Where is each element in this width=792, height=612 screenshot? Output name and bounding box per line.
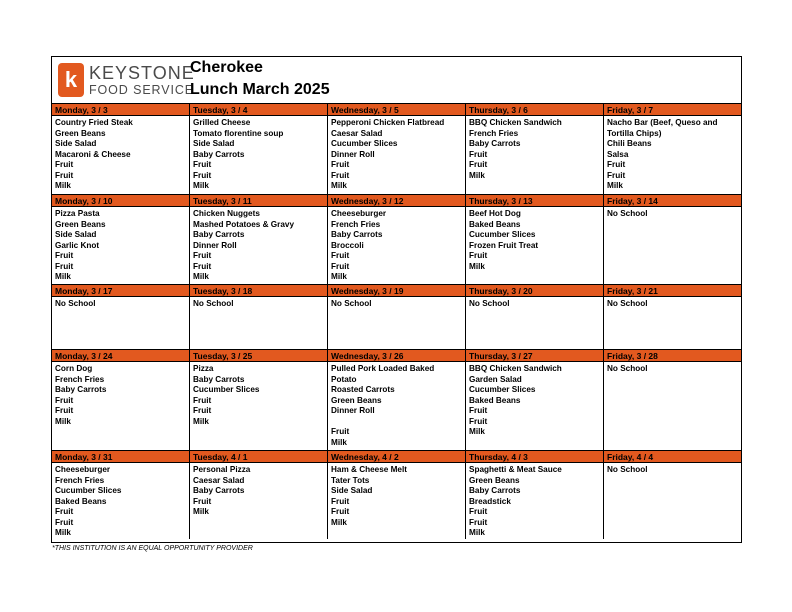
menu-item: No School (331, 299, 372, 308)
day-menu-cell (327, 362, 465, 450)
menu-item: Garden Salad (469, 374, 522, 384)
menu-item: Milk (193, 507, 209, 516)
keystone-k-icon: k (58, 63, 84, 97)
day-menu-cell (52, 207, 189, 284)
menu-item: Chili Beans (607, 139, 652, 148)
menu-item: Fruit (469, 507, 488, 516)
equal-opportunity-footnote: *THIS INSTITUTION IS AN EQUAL OPPORTUNITY PROVIDER (52, 545, 253, 552)
menu-item: Fruit (331, 507, 350, 516)
menu-item: Fruit (331, 251, 350, 260)
day-menu-cell (327, 207, 465, 284)
menu-item: No School (607, 465, 648, 474)
day-header: Friday, 3 / 21 (603, 285, 741, 297)
day-header: Tuesday, 3 / 18 (189, 285, 327, 297)
day-menu-cell (327, 463, 465, 539)
menu-item: Caesar Salad (331, 128, 383, 138)
day-header: Thursday, 3 / 6 (465, 104, 603, 116)
menu-item: Fruit (469, 149, 488, 159)
menu-item: Milk (331, 272, 347, 281)
day-header: Wednesday, 4 / 2 (327, 451, 465, 463)
week-row (52, 349, 741, 450)
menu-item: Milk (469, 261, 485, 271)
menu-item: Fruit (331, 160, 350, 169)
menu-item: Milk (331, 437, 347, 447)
menu-item: Fruit (331, 496, 350, 506)
menu-item: Side Salad (55, 139, 97, 148)
day-menu-cell (603, 207, 741, 284)
day-header: Tuesday, 4 / 1 (189, 451, 327, 463)
menu-item: Side Salad (331, 486, 373, 495)
day-menu-cell (465, 116, 603, 194)
day-header: Friday, 3 / 28 (603, 350, 741, 362)
day-menu-cell (327, 297, 465, 349)
menu-item: Chicken Nuggets (193, 209, 260, 218)
menu-item: Side Salad (193, 139, 235, 148)
menu-item: Baked Beans (55, 496, 107, 506)
menu-calendar-grid (52, 103, 741, 539)
menu-item: Baked Beans (469, 395, 521, 405)
menu-item: Milk (607, 181, 623, 190)
menu-item: Fruit (331, 261, 350, 271)
menu-item: Milk (193, 416, 209, 426)
day-menu-cell (189, 463, 327, 539)
day-menu-cell (465, 362, 603, 450)
menu-item: Side Salad (55, 230, 97, 239)
menu-frame (51, 56, 742, 543)
menu-item: Beef Hot Dog (469, 209, 521, 218)
menu-item: Tater Tots (331, 475, 370, 485)
day-menu-cell (52, 297, 189, 349)
menu-item: Milk (55, 181, 71, 190)
day-header: Thursday, 3 / 20 (465, 285, 603, 297)
day-menu-cell (603, 116, 741, 194)
day-header: Monday, 3 / 3 (52, 104, 189, 116)
menu-item: Baby Carrots (193, 149, 245, 159)
menu-item: Salsa (607, 149, 629, 159)
day-menu-cell (327, 116, 465, 194)
menu-item: Cucumber Slices (469, 385, 536, 394)
menu-item: Milk (55, 416, 71, 426)
day-menu-cell (603, 297, 741, 349)
menu-item: No School (607, 364, 648, 373)
day-menu-cell (603, 463, 741, 539)
menu-item: Mashed Potatoes & Gravy (193, 219, 295, 229)
menu-item: Fruit (469, 160, 488, 169)
menu-item: BBQ Chicken Sandwich (469, 364, 562, 373)
day-header: Monday, 3 / 24 (52, 350, 189, 362)
menu-item: Baby Carrots (469, 486, 521, 495)
day-header: Wednesday, 3 / 26 (327, 350, 465, 362)
menu-item: Country Fried Steak (55, 118, 133, 127)
day-header: Thursday, 4 / 3 (465, 451, 603, 463)
menu-item: Fruit (193, 406, 212, 415)
day-menu-cell (465, 207, 603, 284)
day-header: Monday, 3 / 10 (52, 195, 189, 207)
menu-item: No School (469, 299, 510, 308)
menu-item: Fruit (55, 261, 74, 271)
menu-item: Macaroni & Cheese (55, 149, 131, 159)
menu-item: French Fries (55, 374, 105, 384)
menu-item: Fruit (331, 427, 350, 436)
day-menu-cell (603, 362, 741, 450)
menu-item: Milk (55, 528, 71, 537)
menu-item: Spaghetti & Meat Sauce (469, 465, 562, 474)
logo-name-bottom: FOOD SERVICE (89, 83, 195, 97)
menu-item: Dinner Roll (331, 149, 375, 159)
day-menu-cell (189, 362, 327, 450)
menu-item: Fruit (469, 517, 488, 527)
menu-item: Pizza (193, 364, 214, 373)
menu-item: Fruit (193, 261, 212, 271)
menu-item: Baked Beans (469, 219, 521, 229)
menu-item: Baby Carrots (193, 374, 245, 384)
menu-item: French Fries (55, 475, 105, 485)
menu-item: Fruit (607, 170, 626, 180)
menu-item: Milk (331, 181, 347, 190)
menu-item: Broccoli (331, 240, 364, 250)
menu-item: Milk (331, 517, 347, 527)
menu-item: Fruit (331, 170, 350, 180)
menu-item: No School (607, 299, 648, 308)
menu-item: Nacho Bar (Beef, Queso and Tortilla Chips) (607, 118, 718, 138)
menu-item: French Fries (331, 219, 381, 229)
day-header: Wednesday, 3 / 19 (327, 285, 465, 297)
day-header: Thursday, 3 / 27 (465, 350, 603, 362)
day-header: Wednesday, 3 / 12 (327, 195, 465, 207)
day-menu-cell (189, 297, 327, 349)
menu-item: Caesar Salad (193, 475, 245, 485)
menu-item: Cheeseburger (331, 209, 387, 218)
day-header: Tuesday, 3 / 11 (189, 195, 327, 207)
menu-item (331, 417, 462, 428)
menu-item: Baby Carrots (55, 385, 107, 394)
menu-item: Cheeseburger (55, 465, 111, 474)
keystone-logo (58, 63, 195, 97)
menu-item: Milk (469, 427, 485, 436)
menu-item: Frozen Fruit Treat (469, 240, 539, 250)
menu-item: Fruit (607, 160, 626, 169)
menu-item: Fruit (469, 416, 488, 426)
menu-item: Fruit (193, 395, 212, 405)
page-title: Lunch March 2025 (190, 81, 330, 98)
menu-item: Baby Carrots (193, 486, 245, 495)
menu-item: Fruit (55, 507, 74, 516)
day-header: Friday, 3 / 14 (603, 195, 741, 207)
day-menu-cell (52, 463, 189, 539)
menu-item: Cucumber Slices (193, 385, 260, 394)
day-header: Friday, 3 / 7 (603, 104, 741, 116)
menu-item: Fruit (55, 160, 74, 169)
menu-item: Fruit (55, 517, 74, 527)
day-menu-cell (465, 297, 603, 349)
menu-item: Baby Carrots (193, 230, 245, 239)
menu-item: Pepperoni Chicken Flatbread (331, 118, 445, 127)
menu-item: Dinner Roll (193, 240, 237, 250)
menu-item: Milk (469, 170, 485, 180)
menu-item: Baby Carrots (469, 139, 521, 148)
menu-item: Garlic Knot (55, 240, 100, 250)
day-header: Thursday, 3 / 13 (465, 195, 603, 207)
menu-item: Corn Dog (55, 364, 93, 373)
day-menu-cell (52, 362, 189, 450)
day-menu-cell (189, 116, 327, 194)
day-header: Monday, 3 / 31 (52, 451, 189, 463)
day-header: Friday, 4 / 4 (603, 451, 741, 463)
menu-item: Milk (55, 272, 71, 281)
week-row (52, 284, 741, 349)
menu-item: Milk (469, 528, 485, 537)
week-row (52, 103, 741, 194)
day-menu-cell (52, 116, 189, 194)
menu-item: Cucumber Slices (469, 230, 536, 239)
menu-item: Cucumber Slices (55, 486, 122, 495)
menu-item: Green Beans (55, 219, 106, 229)
menu-item: French Fries (469, 128, 519, 138)
day-header: Monday, 3 / 17 (52, 285, 189, 297)
menu-item: No School (607, 209, 648, 218)
menu-item: Fruit (55, 251, 74, 260)
menu-item: No School (193, 299, 234, 308)
menu-item: Fruit (55, 406, 74, 415)
menu-item: Fruit (55, 170, 74, 180)
menu-item: Fruit (55, 395, 74, 405)
menu-item: Breadstick (469, 496, 511, 506)
menu-item: Pizza Pasta (55, 209, 100, 218)
menu-item: Green Beans (469, 475, 520, 485)
menu-item: Ham & Cheese Melt (331, 465, 407, 474)
week-row (52, 450, 741, 539)
day-header: Tuesday, 3 / 25 (189, 350, 327, 362)
menu-item: Grilled Cheese (193, 118, 251, 127)
logo-name-top: KEYSTONE (89, 63, 195, 83)
week-row (52, 194, 741, 284)
menu-item: Milk (193, 181, 209, 190)
menu-item: Milk (193, 272, 209, 281)
menu-item: Cucumber Slices (331, 139, 398, 148)
menu-item: BBQ Chicken Sandwich (469, 118, 562, 127)
menu-header (52, 57, 741, 103)
menu-item: Fruit (469, 251, 488, 260)
menu-item: Pulled Pork Loaded Baked Potato (331, 364, 435, 384)
menu-item: Fruit (469, 406, 488, 415)
menu-item: Fruit (193, 170, 212, 180)
menu-item: Green Beans (55, 128, 106, 138)
day-menu-cell (465, 463, 603, 539)
day-header: Wednesday, 3 / 5 (327, 104, 465, 116)
menu-item: Baby Carrots (331, 230, 383, 239)
day-header: Tuesday, 3 / 4 (189, 104, 327, 116)
menu-item: No School (55, 299, 96, 308)
menu-item: Dinner Roll (331, 406, 375, 415)
school-name: Cherokee (190, 59, 263, 76)
menu-item: Personal Pizza (193, 465, 251, 474)
menu-item: Green Beans (331, 395, 382, 405)
menu-item: Roasted Carrots (331, 385, 395, 394)
menu-item: Fruit (193, 251, 212, 260)
menu-item: Tomato florentine soup (193, 128, 284, 138)
menu-item: Fruit (193, 496, 212, 506)
menu-item: Fruit (193, 160, 212, 169)
day-menu-cell (189, 207, 327, 284)
